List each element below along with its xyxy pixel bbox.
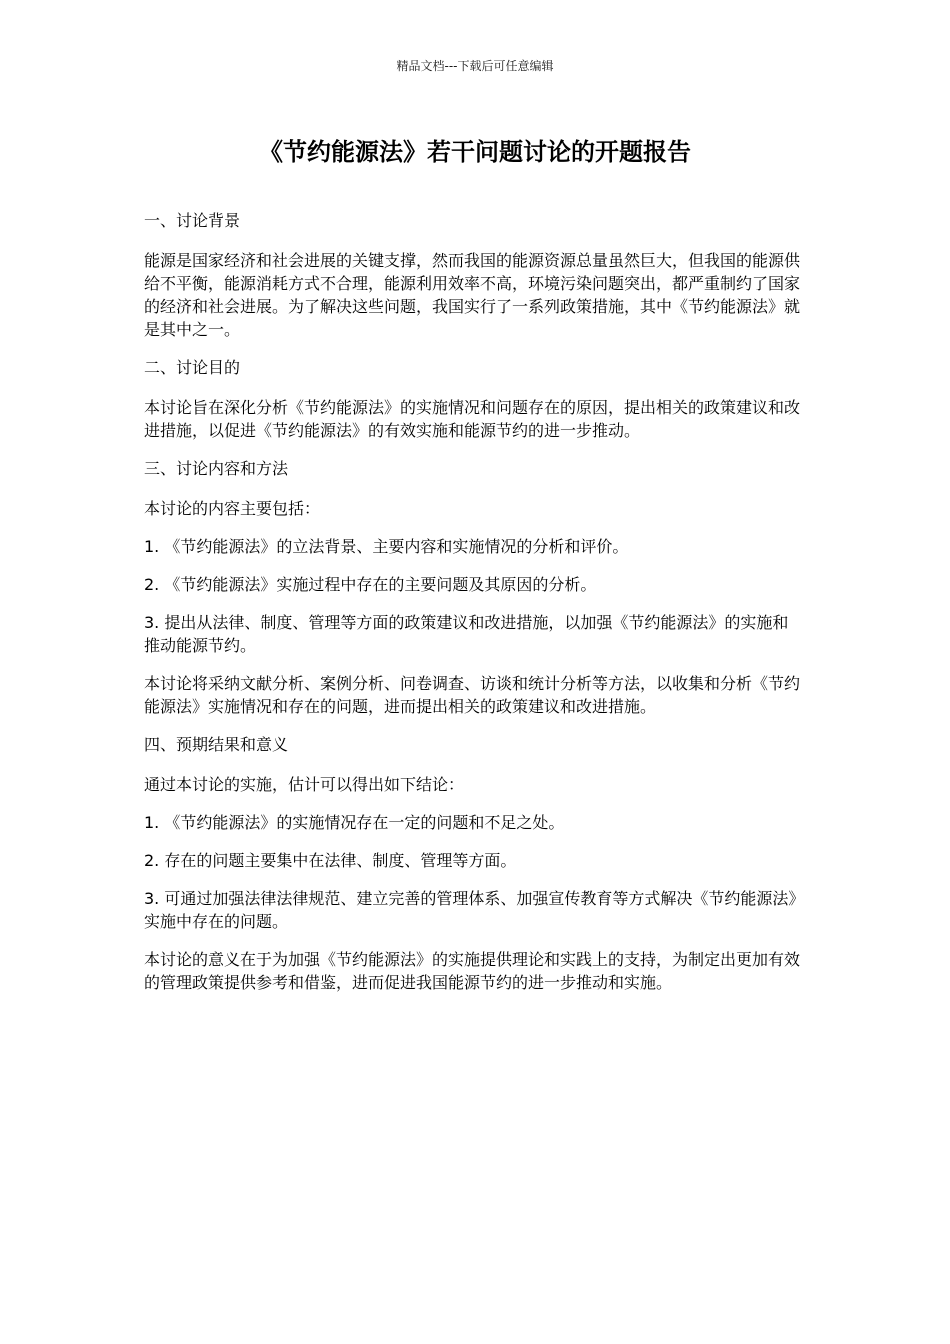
purpose-paragraph: 本讨论旨在深化分析《节约能源法》的实施情况和问题存在的原因，提出相关的政策建议和改进措施，以促进《节约能源法》的有效实施和能源节约的进一步推动。 [144, 398, 801, 440]
content-item-2: 2. 《节约能源法》实施过程中存在的主要问题及其原因的分析。 [144, 575, 597, 594]
section-heading-background: 一、讨论背景 [144, 211, 241, 230]
expected-intro: 通过本讨论的实施，估计可以得出如下结论： [144, 775, 465, 794]
expected-item-3: 3. 可通过加强法律法律规范、建立完善的管理体系、加强宣传教育等方式解决《节约能源法》实施中存在的问题。 [144, 889, 797, 931]
section-heading-purpose: 二、讨论目的 [144, 358, 241, 377]
background-paragraph: 能源是国家经济和社会进展的关键支撑，然而我国的能源资源总量虽然巨大，但我国的能源供给不平衡，能源消耗方式不合理，能源利用效率不高，环境污染问题突出，都严重制约了国家的经济和社会进展。为了解决这些问题，我国实行了一系列政策措施，其中《节约能源法》就是其中之一。 [144, 251, 801, 339]
expected-item-1: 1. 《节约能源法》的实施情况存在一定的问题和不足之处。 [144, 813, 565, 832]
document-body [144, 209, 804, 1009]
section-heading-expected: 四、预期结果和意义 [144, 735, 289, 754]
expected-item-2: 2. 存在的问题主要集中在法律、制度、管理等方面。 [144, 851, 517, 870]
document-title: 《节约能源法》若干问题讨论的开题报告 [259, 138, 691, 166]
page-header-note: 精品文档---下载后可任意编辑 [396, 59, 554, 73]
content-item-1: 1. 《节约能源法》的立法背景、主要内容和实施情况的分析和评价。 [144, 537, 629, 556]
significance-paragraph: 本讨论的意义在于为加强《节约能源法》的实施提供理论和实践上的支持，为制定出更加有效的管理政策提供参考和借鉴，进而促进我国能源节约的进一步推动和实施。 [144, 950, 801, 992]
content-intro: 本讨论的内容主要包括： [144, 499, 321, 518]
section-heading-content-methods: 三、讨论内容和方法 [144, 459, 289, 478]
methods-paragraph: 本讨论将采纳文献分析、案例分析、问卷调查、访谈和统计分析等方法，以收集和分析《节约能源法》实施情况和存在的问题，进而提出相关的政策建议和改进措施。 [144, 674, 801, 716]
content-item-3: 3. 提出从法律、制度、管理等方面的政策建议和改进措施，以加强《节约能源法》的实施和推动能源节约。 [144, 613, 789, 655]
